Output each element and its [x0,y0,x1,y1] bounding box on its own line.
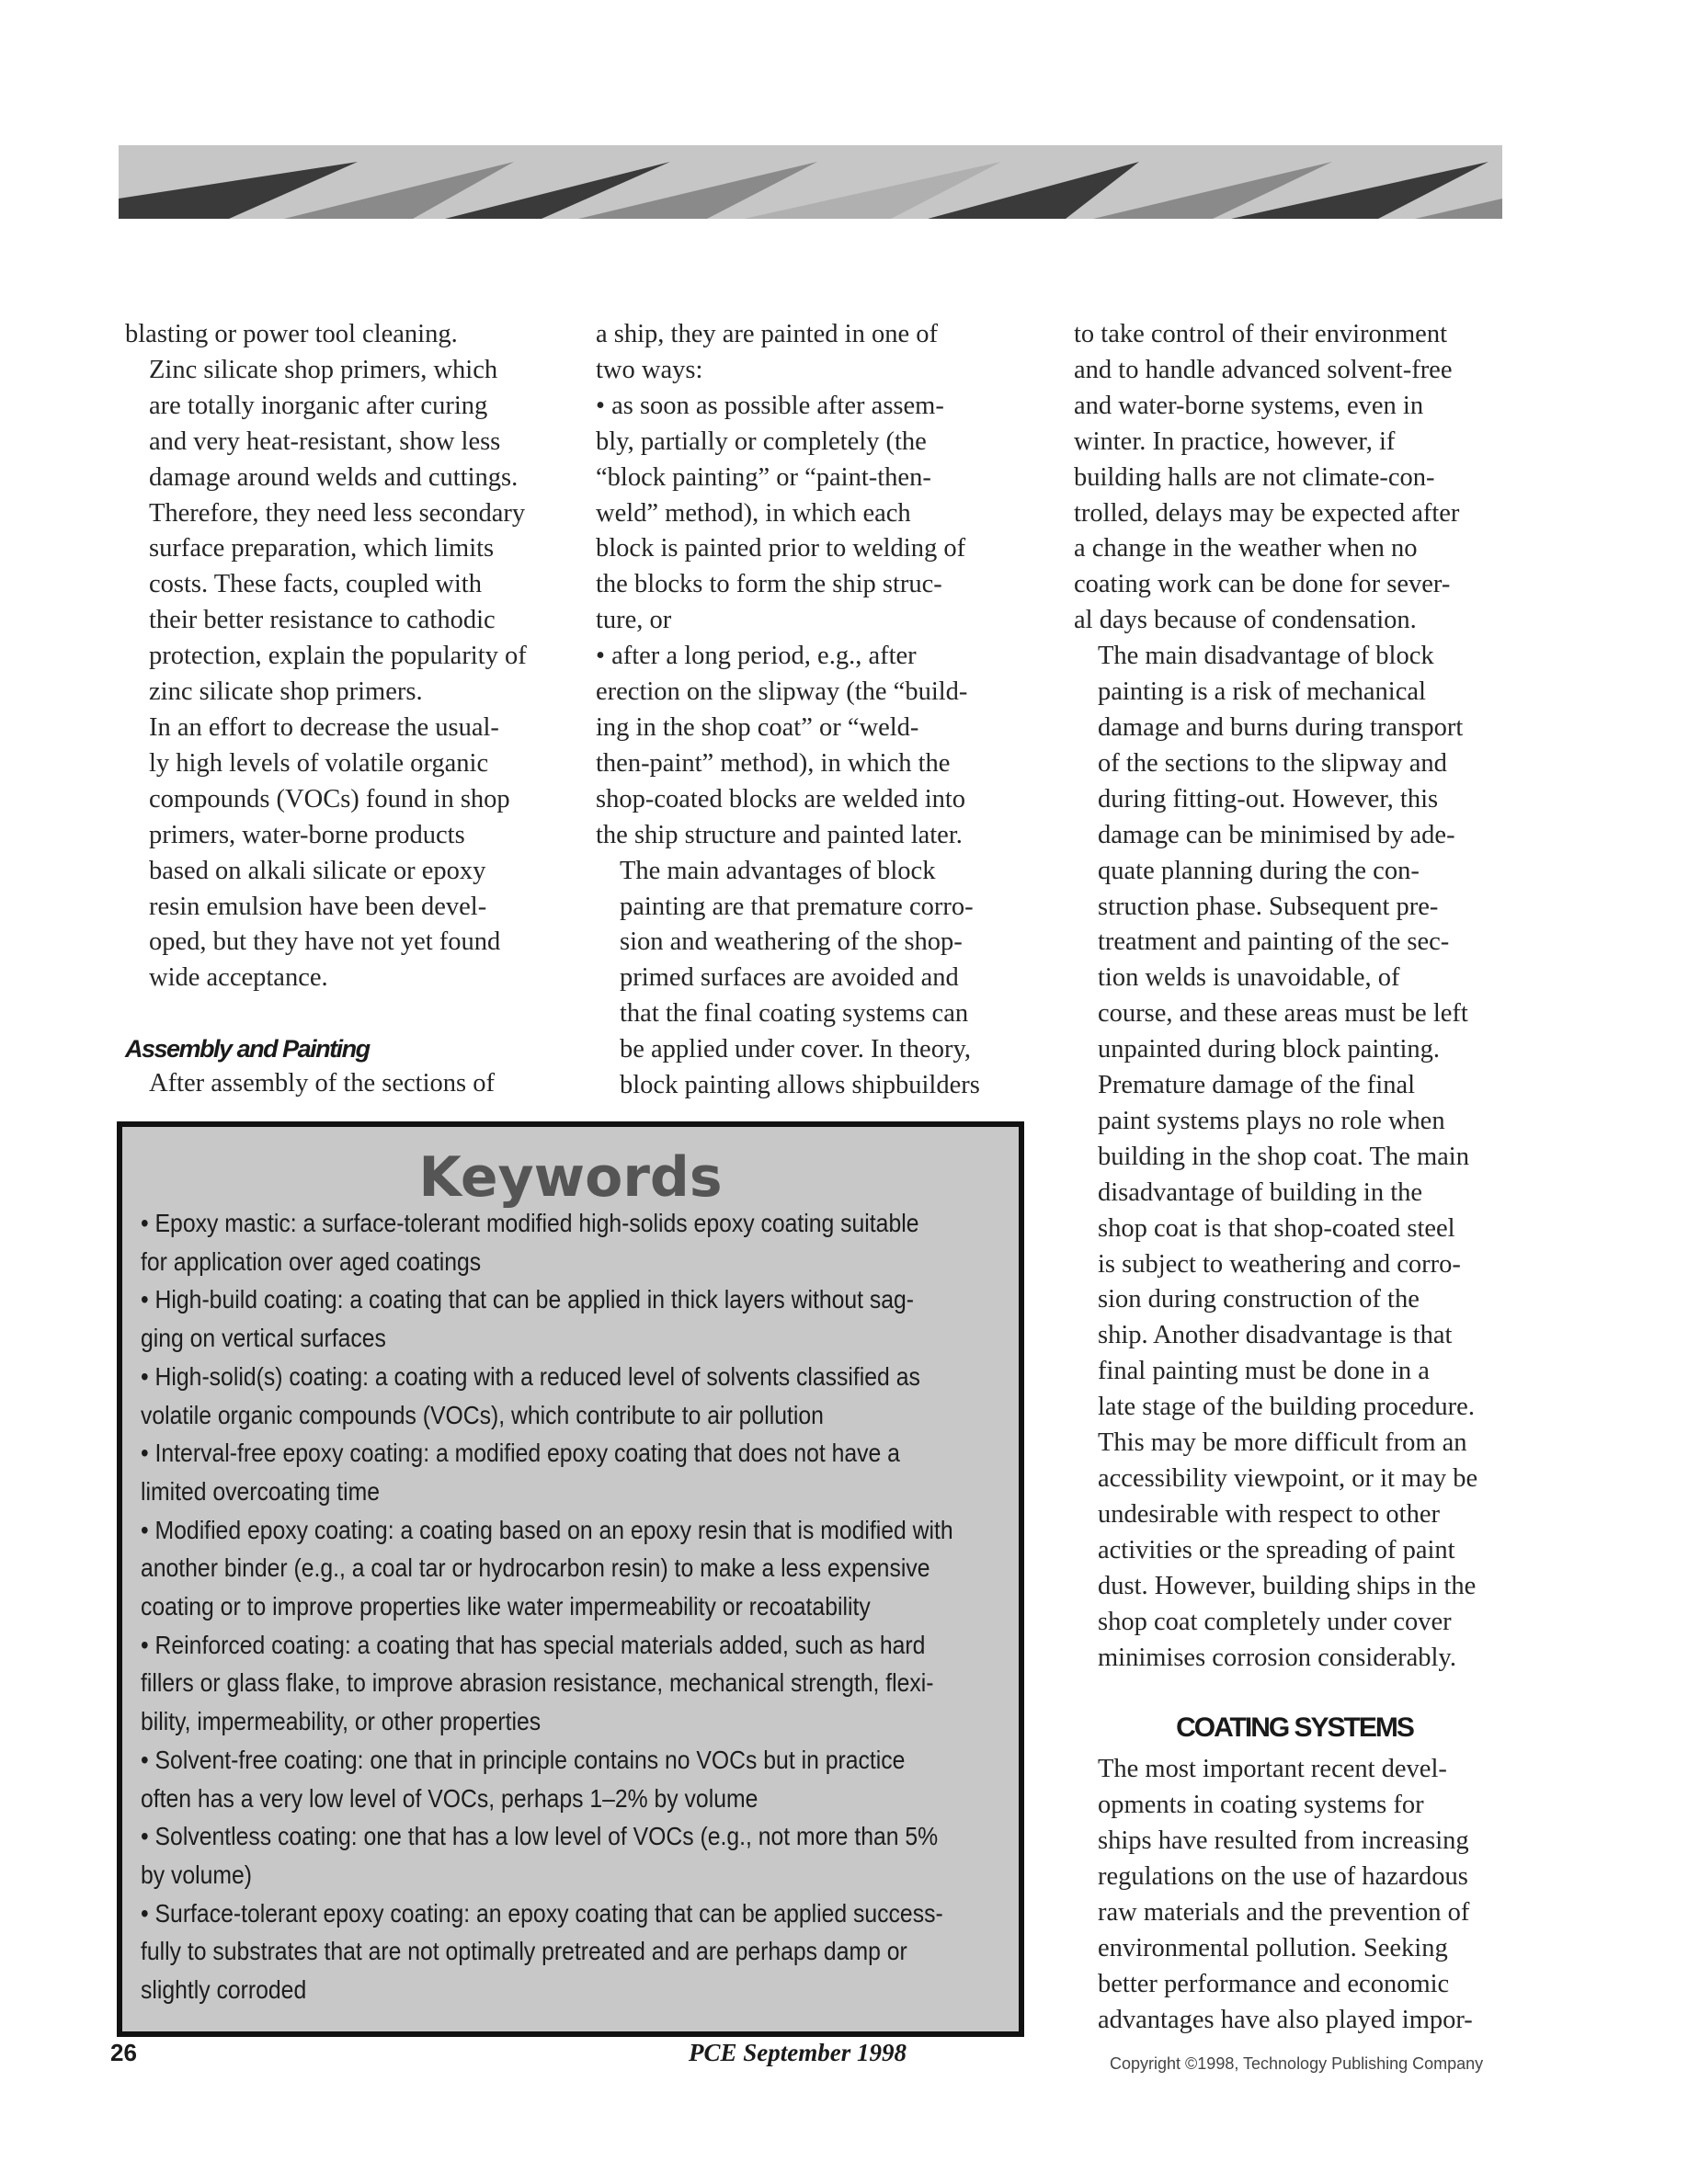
text-column-2 [596,317,1037,1104]
text-line: their better resistance to cathodic [149,606,496,635]
text-line: Premature damage of the final [1098,1071,1416,1100]
text-line: the ship structure and painted later. [596,820,963,849]
text-line: • as soon as possible after assem- [596,391,944,420]
text-line: al days because of condensation. [1074,606,1417,635]
text-line: be applied under cover. In theory, [620,1035,971,1064]
text-line: sion during construction of the [1098,1285,1420,1314]
text-line: environmental pollution. Seeking [1098,1933,1448,1962]
text-line: This may be more difficult from an [1098,1428,1467,1458]
text-line: painting are that premature corro- [620,892,974,921]
text-line: late stage of the building procedure. [1098,1393,1475,1422]
text-line: • Interval-free epoxy coating: a modified epoxy coating that does not have a [141,1439,900,1468]
text-line: is subject to weathering and corro- [1098,1249,1461,1279]
text-line: building halls are not climate-con- [1074,462,1435,492]
paragraph [125,711,566,996]
text-line: sion and weathering of the shop- [620,927,963,957]
text-line: ships have resulted from increasing [1098,1826,1469,1856]
text-line: erection on the slipway (the “build- [596,677,968,707]
text-column-1 [125,317,566,1102]
text-line: shop coat is that shop-coated steel [1098,1213,1455,1243]
text-line: paint systems plays no role when [1098,1106,1445,1135]
text-line: better performance and economic [1098,1969,1450,1998]
text-line: • after a long period, e.g., after [596,642,917,671]
paragraph [125,353,566,711]
text-line: “block painting” or “paint-then- [596,462,931,492]
bullet-paragraph [596,639,1037,853]
text-line: ly high levels of volatile organic [149,748,489,778]
text-line: blasting or power tool cleaning. [125,320,458,348]
text-line: undesirable with respect to other [1098,1499,1440,1529]
text-line: tion welds is unavoidable, of [1098,963,1400,993]
text-line: block painting allows shipbuilders [620,1071,980,1100]
text-line: disadvantage of building in the [1098,1177,1423,1207]
text-line: slightly corroded [141,1975,307,2005]
text-line: Therefore, they need less secondary [149,498,526,528]
text-line: fillers or glass flake, to improve abrasion resistance, mechanical strength, flexi- [141,1668,934,1698]
text-line: • Solventless coating: one that has a low level of VOCs (e.g., not more than 5% [141,1822,939,1851]
section-heading: COATING SYSTEMS [1176,1712,1413,1744]
text-line: by volume) [141,1860,253,1889]
text-line: primed surfaces are avoided and [620,963,959,993]
text-line: for application over aged coatings [141,1246,482,1276]
page-number: 26 [110,2039,137,2066]
text-line: shop coat completely under cover [1098,1607,1452,1636]
text-line: ture, or [596,606,672,635]
text-line: raw materials and the prevention of [1098,1897,1470,1927]
paragraph [125,1066,566,1102]
text-line: accessibility viewpoint, or it may be [1098,1464,1478,1493]
text-line: regulations on the use of hazardous [1098,1862,1468,1892]
text-line: block is painted prior to welding of [596,534,966,563]
header-banner [119,145,1502,219]
text-line: quate planning during the con- [1098,856,1420,885]
text-line: damage and burns during transport [1098,712,1464,742]
text-line: then-paint” method), in which the [596,748,951,778]
paragraph [1074,317,1515,639]
text-line: and very heat-resistant, show less [149,427,501,456]
text-line: • Epoxy mastic: a surface-tolerant modified high-solids epoxy coating suitable [141,1209,919,1237]
bullet-paragraph [596,389,1037,639]
text-line: fully to substrates that are not optimally pretreated and are perhaps damp or [141,1937,907,1966]
text-line: and to handle advanced solvent-free [1074,355,1453,384]
text-line: during fitting-out. However, this [1098,784,1439,813]
journal-footer: PCE September 1998 [689,2039,907,2066]
text-line: oped, but they have not yet found [149,927,501,957]
text-line: volatile organic compounds (VOCs), which contribute to air pollution [141,1400,824,1429]
text-line: course, and these areas must be left [1098,999,1468,1029]
text-line: the blocks to form the ship struc- [596,570,942,599]
text-line: protection, explain the popularity of [149,642,527,671]
text-line: damage can be minimised by ade- [1098,820,1455,849]
text-line: that the final coating systems can [620,999,969,1029]
text-line: advantages have also played impor- [1098,2005,1473,2034]
text-line: • Solvent-free coating: one that in principle contains no VOCs but in practice [141,1745,906,1774]
text-line: coating work can be done for sever- [1074,570,1451,599]
text-line: • Surface-tolerant epoxy coating: an epoxy coating that can be applied success- [141,1898,943,1928]
text-line: primers, water-borne products [149,820,465,849]
section-subheading: Assembly and Painting [125,1035,370,1064]
keywords-sidebar [117,1121,1024,2037]
text-line: In an effort to decrease the usual- [149,712,499,742]
paragraph [1074,639,1515,1068]
text-line: • High-build coating: a coating that can be applied in thick layers without sag- [141,1285,915,1314]
text-line: Zinc silicate shop primers, which [149,355,498,384]
text-column-3 [1074,317,1515,2039]
text-line: and water-borne systems, even in [1074,391,1424,420]
paragraph [596,317,1037,389]
text-line: building in the shop coat. The main [1098,1142,1469,1171]
text-line: trolled, delays may be expected after [1074,498,1460,528]
text-line: to take control of their environment [1074,320,1447,348]
text-line: The main disadvantage of block [1098,642,1434,671]
paragraph [1074,1752,1515,2038]
text-line: are totally inorganic after curing [149,391,488,420]
text-line: • Reinforced coating: a coating that has special materials added, such as hard [141,1630,926,1659]
text-line: painting is a risk of mechanical [1098,677,1426,707]
text-line: weld” method), in which each [596,498,911,528]
text-line: • Modified epoxy coating: a coating based on an epoxy resin that is modified with [141,1515,953,1544]
text-line: compounds (VOCs) found in shop [149,784,510,813]
text-line: The most important recent devel- [1098,1755,1447,1784]
keywords-title: Keywords [418,1145,723,1210]
text-line: bly, partially or completely (the [596,427,927,456]
text-line: costs. These facts, coupled with [149,570,482,599]
text-line: bility, impermeability, or other properties [141,1707,542,1736]
text-line: wide acceptance. [149,963,328,993]
text-line: final painting must be done in a [1098,1357,1430,1386]
text-line: a ship, they are painted in one of [596,320,938,348]
text-line: The main advantages of block [620,856,936,885]
text-line: another binder (e.g., a coal tar or hydrocarbon resin) to make a less expensive [141,1553,930,1583]
text-line: surface preparation, which limits [149,534,495,563]
text-line: often has a very low level of VOCs, perhaps 1–2% by volume [141,1783,758,1813]
paragraph [125,317,566,353]
text-line: ship. Another disadvantage is that [1098,1321,1453,1350]
text-line: dust. However, building ships in the [1098,1571,1477,1600]
paragraph [596,854,1037,1104]
text-line: treatment and painting of the sec- [1098,927,1450,957]
text-line: ging on vertical surfaces [141,1324,386,1353]
text-line: based on alkali silicate or epoxy [149,856,486,885]
text-line: coating or to improve properties like water impermeability or recoatability [141,1592,871,1621]
text-line: limited overcoating time [141,1476,380,1506]
text-line: unpainted during block painting. [1098,1035,1441,1064]
text-line: two ways: [596,355,703,384]
text-line: damage around welds and cuttings. [149,462,519,492]
keywords-list [141,1204,953,2009]
text-line: a change in the weather when no [1074,534,1418,563]
text-line: • High-solid(s) coating: a coating with a reduced level of solvents classified as [141,1361,920,1391]
text-line: winter. In practice, however, if [1074,427,1396,456]
text-line: After assembly of the sections of [149,1069,495,1098]
text-line: opments in coating systems for [1098,1791,1424,1820]
copyright-notice: Copyright ©1998, Technology Publishing Company [1110,2054,1484,2073]
paragraph [1074,1068,1515,1676]
text-line: shop-coated blocks are welded into [596,784,966,813]
text-line: activities or the spreading of paint [1098,1535,1455,1564]
text-line: resin emulsion have been devel- [149,892,487,921]
text-line: ing in the shop coat” or “weld- [596,712,919,742]
text-line: minimises corrosion considerably. [1098,1643,1456,1672]
text-line: zinc silicate shop primers. [149,677,423,707]
text-line: of the sections to the slipway and [1098,748,1447,778]
text-line: struction phase. Subsequent pre- [1098,892,1439,921]
